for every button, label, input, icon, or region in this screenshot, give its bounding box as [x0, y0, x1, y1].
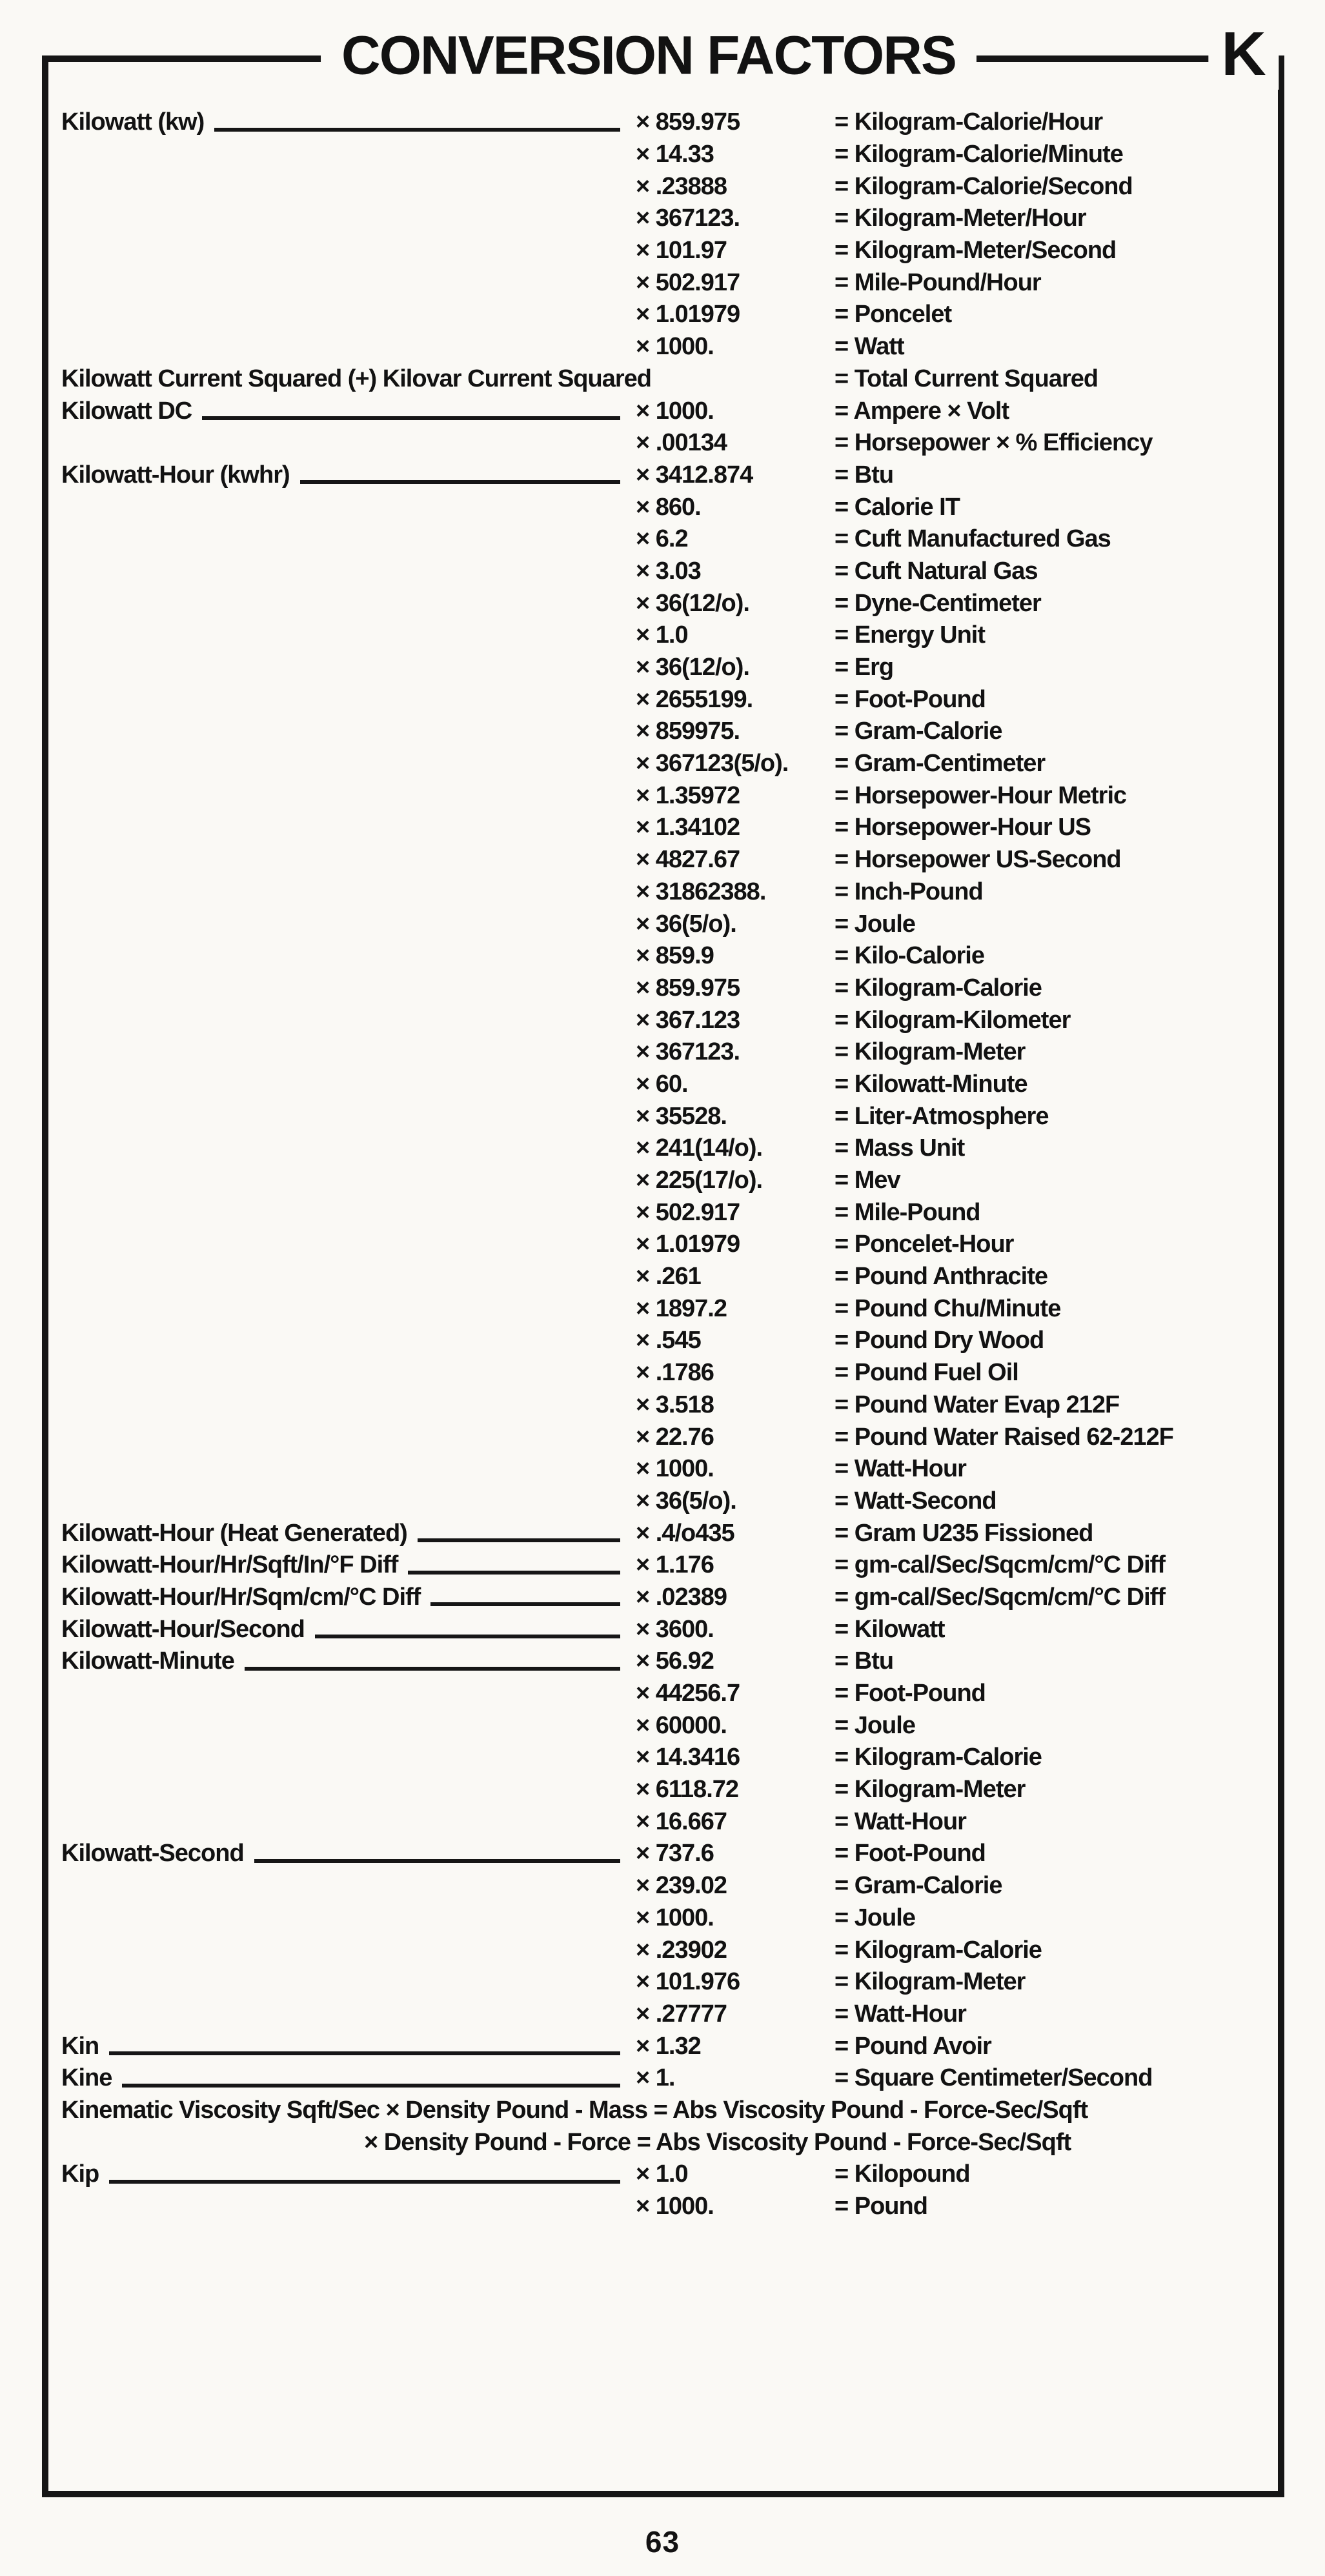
result-value: = Kilogram-Calorie/Hour — [834, 108, 1103, 136]
result-value: = Horsepower-Hour Metric — [834, 781, 1127, 809]
conversion-row — [61, 1774, 1270, 1806]
result-value: = Pound Anthracite — [834, 1263, 1048, 1291]
result-value: = Horsepower-Hour US — [834, 814, 1091, 841]
factor-value: × 44256.7 — [636, 1680, 740, 1707]
conversion-row — [61, 1806, 1270, 1838]
result-value: = Gram-Calorie — [834, 718, 1002, 745]
factor-value: × .545 — [636, 1327, 701, 1354]
label-cell — [61, 1551, 636, 1579]
result-value: = Calorie IT — [834, 493, 960, 521]
conversion-row — [61, 299, 1270, 331]
factor-value: × 1.176 — [636, 1551, 714, 1579]
conversion-row — [61, 1293, 1270, 1325]
factor-value: × 14.33 — [636, 141, 714, 168]
result-value: = Kilogram-Calorie — [834, 1744, 1042, 1771]
conversion-row — [61, 972, 1270, 1005]
leader-line — [300, 480, 620, 484]
conversion-row — [61, 780, 1270, 812]
result-value: = Pound Chu/Minute — [834, 1294, 1061, 1322]
factor-value: × 225(17/o). — [636, 1167, 763, 1194]
factor-value: × 60000. — [636, 1711, 727, 1739]
leader-line — [202, 416, 620, 420]
result-value: = Square Centimeter/Second — [834, 2064, 1153, 2092]
label-cell — [61, 1616, 636, 1644]
row-label: Kilowatt DC — [61, 397, 192, 425]
factor-value: × 2655199. — [636, 685, 753, 713]
row-label: Kilowatt-Minute — [61, 1647, 234, 1675]
result-value: = Inch-Pound — [834, 878, 983, 905]
factor-value: × 6.2 — [636, 525, 688, 553]
conversion-row — [61, 1678, 1270, 1710]
conversion-row — [61, 1165, 1270, 1197]
conversion-row — [61, 139, 1270, 171]
result-value: = Gram U235 Fissioned — [834, 1519, 1093, 1547]
label-cell — [61, 397, 636, 425]
factor-value: × 1000. — [636, 1455, 714, 1483]
row-label: Kip — [61, 2160, 99, 2188]
conversion-row — [61, 2030, 1270, 2062]
equation-text: Kinematic Viscosity Sqft/Sec × Density Pound - Mass = Abs Viscosity Pound - Force-Sec/Sqft — [61, 2096, 1088, 2124]
factor-value: × .1786 — [636, 1359, 714, 1387]
factor-value: × 502.917 — [636, 1198, 740, 1226]
leader-line — [315, 1635, 620, 1638]
result-value: = Poncelet-Hour — [834, 1231, 1014, 1258]
result-value: = Kilopound — [834, 2160, 970, 2188]
factor-value: × 1000. — [636, 333, 714, 361]
result-value: = Foot-Pound — [834, 1840, 986, 1867]
conversion-row — [61, 1709, 1270, 1742]
row-label: Kilowatt-Hour (kwhr) — [61, 461, 290, 488]
result-value: = Gram-Calorie — [834, 1872, 1002, 1900]
conversion-row — [61, 331, 1270, 363]
conversion-row — [61, 2191, 1270, 2223]
conversion-row — [61, 267, 1270, 299]
conversion-row — [61, 427, 1270, 459]
result-value: = Kilogram-Calorie/Second — [834, 172, 1133, 200]
result-value: = Kilogram-Meter/Hour — [834, 205, 1086, 232]
conversion-row — [61, 1485, 1270, 1518]
result-value: = Kilowatt-Minute — [834, 1070, 1027, 1098]
row-label: Kilowatt-Second — [61, 1840, 244, 1867]
conversion-row — [61, 170, 1270, 203]
leader-line — [109, 2180, 620, 2184]
factor-value: × .261 — [636, 1263, 701, 1291]
conversion-row — [61, 1004, 1270, 1036]
conversion-row — [61, 876, 1270, 909]
factor-value: × .27777 — [636, 2000, 727, 2028]
leader-line — [245, 1667, 620, 1671]
factor-value: × 1000. — [636, 397, 714, 425]
conversion-row — [61, 844, 1270, 876]
factor-value: × 367123(5/o). — [636, 750, 789, 778]
result-value: = Foot-Pound — [834, 1680, 986, 1707]
result-value: = Kilogram-Calorie — [834, 1936, 1042, 1964]
label-cell — [61, 2064, 636, 2092]
label-cell — [61, 461, 636, 489]
result-value: = Btu — [834, 461, 894, 488]
conversion-row — [61, 619, 1270, 652]
factor-value: × 22.76 — [636, 1423, 714, 1451]
result-value: = Gram-Centimeter — [834, 750, 1046, 778]
factor-value: × 16.667 — [636, 1807, 727, 1835]
label-cell — [61, 1647, 636, 1675]
factor-value: × 1000. — [636, 1904, 714, 1931]
conversion-row — [61, 1357, 1270, 1389]
page-number: 63 — [645, 2525, 680, 2559]
conversion-row — [61, 106, 1270, 139]
result-value: = Poncelet — [834, 301, 952, 328]
factor-value: × 859.9 — [636, 942, 714, 970]
factor-value: × 31862388. — [636, 878, 766, 905]
factor-value: × 36(12/o). — [636, 654, 749, 681]
result-value: = Horsepower US-Second — [834, 846, 1121, 874]
conversion-row — [61, 1742, 1270, 1774]
result-value: = Cuft Manufactured Gas — [834, 525, 1111, 553]
conversion-row — [61, 812, 1270, 844]
factor-value: × 1.01979 — [636, 1231, 740, 1258]
factor-value: × 860. — [636, 493, 701, 521]
conversion-row — [61, 716, 1270, 748]
result-value: = Horsepower × % Efficiency — [834, 429, 1153, 457]
conversion-row — [61, 203, 1270, 235]
conversion-row — [61, 1934, 1270, 1966]
content-box — [42, 55, 1284, 2497]
result-value: = Watt — [834, 333, 904, 361]
row-label: Kilowatt-Hour/Second — [61, 1615, 305, 1643]
factor-value: × 1.35972 — [636, 781, 740, 809]
factor-value: × 1.34102 — [636, 814, 740, 841]
conversion-row — [61, 1100, 1270, 1132]
label-cell — [61, 1520, 636, 1547]
factor-value: × 101.976 — [636, 1968, 740, 1996]
conversion-row — [61, 748, 1270, 780]
result-value: = Watt-Hour — [834, 2000, 966, 2028]
result-value: = Mile-Pound — [834, 1198, 980, 1226]
conversion-row — [61, 491, 1270, 523]
result-value: = Btu — [834, 1647, 894, 1675]
result-value: = Erg — [834, 654, 894, 681]
row-label: Kilowatt-Hour (Heat Generated) — [61, 1519, 407, 1547]
conversion-row — [61, 363, 1270, 396]
result-value: = Kilogram-Meter — [834, 1776, 1026, 1804]
factor-value: × .23902 — [636, 1936, 727, 1964]
factor-value: × .4/o435 — [636, 1519, 734, 1547]
result-value: = Mass Unit — [834, 1134, 965, 1162]
result-value: = Dyne-Centimeter — [834, 589, 1041, 617]
factor-value: × .02389 — [636, 1583, 727, 1611]
result-value: = Cuft Natural Gas — [834, 557, 1038, 585]
conversion-row — [61, 1838, 1270, 1870]
conversion-row — [61, 2126, 1270, 2158]
page-title: CONVERSION FACTORS — [321, 25, 976, 87]
row-label: Kine — [61, 2064, 112, 2092]
result-value: = Kilogram-Calorie/Minute — [834, 141, 1123, 168]
result-value: = Watt-Second — [834, 1487, 996, 1514]
factor-value: × 14.3416 — [636, 1744, 740, 1771]
conversion-row — [61, 395, 1270, 427]
section-letter-tab: K — [1208, 19, 1279, 90]
factor-value: × 859.975 — [636, 974, 740, 1001]
factor-value: × 859.975 — [636, 108, 740, 136]
conversion-row — [61, 523, 1270, 556]
result-value: = Joule — [834, 1711, 915, 1739]
conversion-row — [61, 1549, 1270, 1582]
factor-value: × .23888 — [636, 172, 727, 200]
conversion-row — [61, 1325, 1270, 1357]
factor-value: × 3600. — [636, 1615, 714, 1643]
conversion-row — [61, 1582, 1270, 1614]
result-value: = Pound Water Evap 212F — [834, 1391, 1120, 1418]
result-value: = Kilowatt — [834, 1615, 945, 1643]
label-cell — [61, 2160, 636, 2188]
leader-line — [418, 1538, 620, 1542]
factor-value: × 367123. — [636, 1038, 740, 1066]
conversion-row — [61, 1069, 1270, 1101]
conversion-row — [61, 2062, 1270, 2095]
factor-value: × 36(5/o). — [636, 910, 736, 938]
factor-value: × 241(14/o). — [636, 1134, 763, 1162]
factor-value: × 1.0 — [636, 2160, 688, 2188]
label-cell — [61, 1840, 636, 1867]
result-value: = Watt-Hour — [834, 1455, 966, 1483]
row-label: Kilowatt-Hour/Hr/Sqft/In/°F Diff — [61, 1551, 398, 1579]
conversion-row — [61, 1998, 1270, 2031]
result-value: = Kilo-Calorie — [834, 942, 984, 970]
row-label: Kilowatt Current Squared (+) Kilovar Current Squared — [61, 365, 651, 392]
result-value: = Energy Unit — [834, 621, 985, 649]
factor-value: × 1.01979 — [636, 301, 740, 328]
factor-value: × 1897.2 — [636, 1294, 727, 1322]
factor-value: × 367123. — [636, 205, 740, 232]
row-label: Kilowatt-Hour/Hr/Sqm/cm/°C Diff — [61, 1583, 421, 1611]
conversion-row — [61, 1966, 1270, 1998]
factor-value: × 35528. — [636, 1102, 727, 1130]
conversion-row — [61, 1870, 1270, 1902]
conversion-row — [61, 235, 1270, 267]
conversion-row — [61, 1645, 1270, 1678]
conversion-row — [61, 459, 1270, 492]
factor-value: × 3.518 — [636, 1391, 714, 1418]
label-cell — [61, 2033, 636, 2060]
factor-value: × 239.02 — [636, 1872, 727, 1900]
factor-value: × 502.917 — [636, 268, 740, 296]
result-value: = Joule — [834, 910, 915, 938]
factor-value: × 36(5/o). — [636, 1487, 736, 1514]
leader-line — [122, 2084, 620, 2088]
conversion-row — [61, 1196, 1270, 1229]
row-label: Kilowatt (kw) — [61, 108, 205, 136]
factor-value: × 1.0 — [636, 621, 688, 649]
conversion-row — [61, 587, 1270, 619]
conversion-row — [61, 1517, 1270, 1549]
rows — [61, 106, 1270, 2222]
leader-line — [254, 1859, 620, 1863]
result-value: = Kilogram-Meter/Second — [834, 237, 1117, 265]
result-value: = Mile-Pound/Hour — [834, 268, 1041, 296]
factor-value: × 1000. — [636, 2193, 714, 2220]
conversion-row — [61, 683, 1270, 716]
result-value: = Pound Fuel Oil — [834, 1359, 1018, 1387]
factor-value: × 36(12/o). — [636, 589, 749, 617]
result-value: = Liter-Atmosphere — [834, 1102, 1049, 1130]
conversion-row — [61, 556, 1270, 588]
result-value: = Total Current Squared — [834, 365, 1098, 392]
conversion-row — [61, 1421, 1270, 1453]
factor-value: × 60. — [636, 1070, 688, 1098]
result-value: = Kilogram-Kilometer — [834, 1006, 1071, 1034]
conversion-row — [61, 1036, 1270, 1069]
result-value: = Pound Dry Wood — [834, 1327, 1044, 1354]
factor-value: × .00134 — [636, 429, 727, 457]
factor-value: × 4827.67 — [636, 846, 740, 874]
label-cell — [61, 108, 636, 136]
conversion-row — [61, 940, 1270, 972]
result-value: = Foot-Pound — [834, 685, 986, 713]
factor-value: × 3.03 — [636, 557, 701, 585]
result-value: = Joule — [834, 1904, 915, 1931]
leader-line — [109, 2051, 620, 2055]
equation-text: × Density Pound - Force = Abs Viscosity Pound - Force-Sec/Sqft — [364, 2128, 1071, 2156]
result-value: = gm-cal/Sec/Sqcm/cm/°C Diff — [834, 1551, 1165, 1579]
result-value: = Pound Avoir — [834, 2032, 991, 2060]
conversion-row — [61, 2158, 1270, 2191]
result-value: = Kilogram-Meter — [834, 1038, 1026, 1066]
conversion-row — [61, 1453, 1270, 1485]
conversion-row — [61, 1902, 1270, 1935]
result-value: = gm-cal/Sec/Sqcm/cm/°C Diff — [834, 1583, 1165, 1611]
factor-value: × 6118.72 — [636, 1776, 739, 1804]
factor-value: × 1. — [636, 2064, 675, 2092]
conversion-row — [61, 652, 1270, 684]
conversion-row — [61, 1613, 1270, 1645]
conversion-row — [61, 1261, 1270, 1293]
conversion-row — [61, 908, 1270, 940]
result-value: = Pound — [834, 2193, 927, 2220]
conversion-row — [61, 1229, 1270, 1261]
factor-value: × 1.32 — [636, 2032, 701, 2060]
factor-value: × 859975. — [636, 718, 740, 745]
factor-value: × 101.97 — [636, 237, 727, 265]
conversion-row — [61, 2095, 1270, 2127]
factor-value: × 56.92 — [636, 1647, 714, 1675]
leader-line — [408, 1571, 620, 1575]
leader-line — [430, 1602, 620, 1606]
leader-line — [214, 128, 620, 132]
row-label: Kin — [61, 2032, 99, 2060]
result-value: = Pound Water Raised 62-212F — [834, 1423, 1173, 1451]
conversion-row — [61, 1389, 1270, 1422]
factor-value: × 367.123 — [636, 1006, 740, 1034]
result-value: = Ampere × Volt — [834, 397, 1009, 425]
label-cell — [61, 1584, 636, 1611]
result-value: = Watt-Hour — [834, 1807, 966, 1835]
result-value: = Mev — [834, 1167, 900, 1194]
label-cell — [61, 365, 834, 393]
factor-value: × 737.6 — [636, 1840, 714, 1867]
conversion-row — [61, 1132, 1270, 1165]
result-value: = Kilogram-Meter — [834, 1968, 1026, 1996]
factor-value: × 3412.874 — [636, 461, 753, 488]
result-value: = Kilogram-Calorie — [834, 974, 1042, 1001]
